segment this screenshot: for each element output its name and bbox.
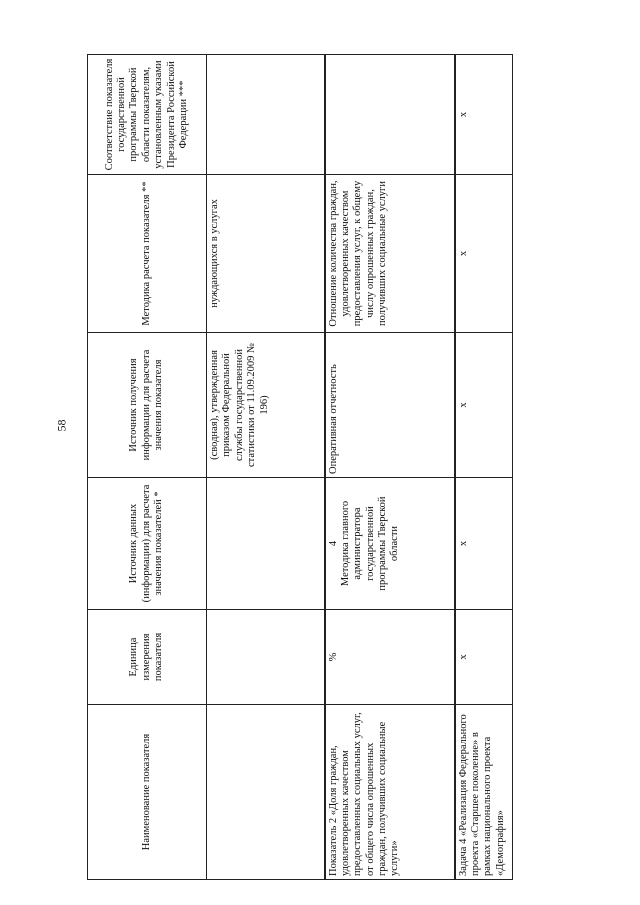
- cell-data-source: [207, 478, 325, 610]
- cell-unit: [207, 610, 325, 705]
- header-info-source: Источник получения информации для расчета значения показателя: [88, 333, 207, 478]
- cell-compliance: [207, 55, 325, 175]
- indicators-table: [87, 54, 513, 880]
- cell-info-source: (сводная), утвержденная приказом Федеральной службы государственной статистики от 11.09.2009 № 196): [207, 333, 325, 478]
- cell-method: нуждающихся в услугах: [207, 175, 325, 333]
- table-row: [207, 55, 325, 880]
- header-compliance: Соответствие показателя государственной программы Тверской области показателям, установленным указами Президента Российской Федерации ***: [88, 55, 207, 175]
- header-name: Наименование показателя: [88, 705, 207, 880]
- cell-method: х: [455, 175, 513, 333]
- cell-info-source: Оперативная отчетность: [325, 333, 455, 478]
- page-number: 58: [54, 419, 69, 432]
- cell-name: Задача 4 «Реализация Федерального проекта «Старшее поколение» в рамках национального проекта «Демография»: [455, 705, 513, 880]
- cell-name: [207, 705, 325, 880]
- cell-name: Показатель 2 «Доля граждан, удовлетворенных качеством предоставленных социальных услуг, от общего числа опрошенных граждан, получивших социальные услуги»: [325, 705, 455, 880]
- table-row: [455, 55, 513, 880]
- cell-method: Отношение количества граждан, удовлетворенных качеством предоставления услуг, к общему числу опрошенных граждан, получивших социальные услуги: [325, 175, 455, 333]
- cell-unit: х: [455, 610, 513, 705]
- cell-data-source: х: [455, 478, 513, 610]
- cell-data-source: 4 Методика главного администратора государственной программы Тверской области: [325, 478, 455, 610]
- table-row: [325, 55, 455, 880]
- header-row: [88, 55, 207, 880]
- rotated-table-container: [87, 55, 512, 880]
- header-data-source: Источник данных (информации) для расчета значения показателей *: [88, 478, 207, 610]
- cell-compliance: [325, 55, 455, 175]
- header-unit: Единица измерения показателя: [88, 610, 207, 705]
- cell-info-source: х: [455, 333, 513, 478]
- cell-unit: %: [325, 610, 455, 705]
- cell-compliance: х: [455, 55, 513, 175]
- header-method: Методика расчета показателя **: [88, 175, 207, 333]
